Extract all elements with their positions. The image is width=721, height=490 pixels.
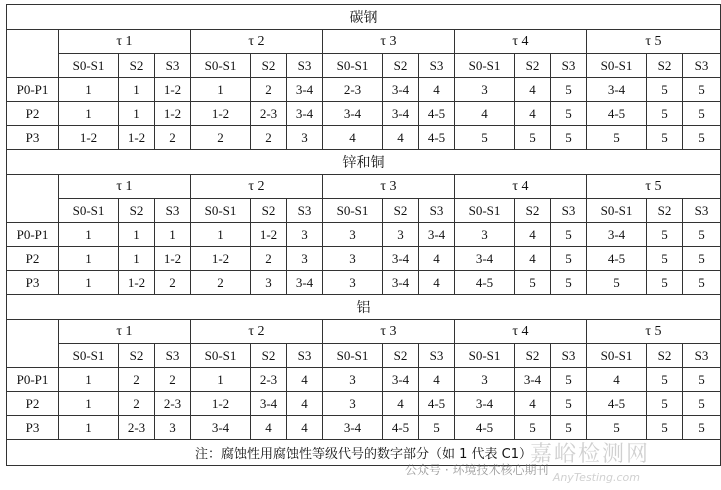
tau-header: τ 4 [455,320,587,344]
table-cell: 4 [419,78,455,102]
table-cell: 1 [59,271,119,295]
table-cell: 5 [551,247,587,271]
pollution-class-header: S3 [683,344,721,368]
tau-header: τ 5 [587,320,721,344]
table-cell: 1-2 [191,247,251,271]
tau-header: τ 2 [191,320,323,344]
pollution-header-row [7,344,721,368]
table-cell: 1 [119,78,155,102]
table-cell: 2 [251,78,287,102]
table-cell: 5 [587,271,647,295]
tau-header: τ 3 [323,30,455,54]
pollution-class-header: S3 [551,199,587,223]
table-cell: 2-3 [155,392,191,416]
pollution-class-header: S3 [551,54,587,78]
pollution-class-header: S3 [287,199,323,223]
corner-cell [7,30,59,78]
row-label: P3 [7,126,59,150]
table-cell: 1-2 [251,223,287,247]
table-cell: 2 [191,271,251,295]
table-cell: 4 [515,247,551,271]
table-cell: 3 [383,223,419,247]
table-cell: 2 [251,247,287,271]
tau-header: τ 5 [587,30,721,54]
table-cell: 3 [323,271,383,295]
table-cell: 3-4 [383,271,419,295]
pollution-class-header: S2 [251,199,287,223]
corner-cell [7,320,59,368]
pollution-class-header: S3 [155,54,191,78]
table-cell: 3-4 [383,247,419,271]
table-cell: 3 [323,392,383,416]
corner-cell [7,175,59,223]
table-cell: 2 [119,368,155,392]
pollution-class-header: S2 [647,344,683,368]
table-cell: 3-4 [515,368,551,392]
pollution-class-header: S2 [647,199,683,223]
table-cell: 1 [119,102,155,126]
table-cell: 3 [323,223,383,247]
table-cell: 3-4 [191,416,251,440]
table-cell: 3 [251,271,287,295]
table-cell: 1-2 [191,102,251,126]
tau-header: τ 3 [323,320,455,344]
table-cell: 4-5 [455,271,515,295]
table-cell: 5 [647,102,683,126]
table-cell: 2 [191,126,251,150]
tau-header: τ 5 [587,175,721,199]
pollution-class-header: S2 [515,54,551,78]
table-cell: 5 [515,271,551,295]
pollution-class-header: S2 [119,54,155,78]
table-cell: 2-3 [119,416,155,440]
table-cell: 3 [455,223,515,247]
table-cell: 3-4 [455,247,515,271]
table-cell: 4-5 [587,247,647,271]
pollution-class-header: S2 [383,344,419,368]
row-label: P0-P1 [7,223,59,247]
tau-header: τ 1 [59,320,191,344]
table-cell: 5 [647,78,683,102]
table-row [7,223,721,247]
table-cell: 3 [287,247,323,271]
tau-header: τ 1 [59,175,191,199]
table-cell: 3-4 [587,78,647,102]
pollution-class-header: S2 [251,344,287,368]
section-title-row [7,295,721,320]
pollution-class-header: S2 [515,199,551,223]
pollution-class-header: S0-S1 [455,54,515,78]
table-cell: 5 [455,126,515,150]
pollution-class-header: S3 [419,54,455,78]
table-cell: 1 [59,78,119,102]
table-cell: 5 [551,223,587,247]
pollution-class-header: S3 [287,54,323,78]
pollution-class-header: S0-S1 [587,344,647,368]
note-row [7,440,721,466]
table-cell: 5 [647,271,683,295]
tau-header-row [7,175,721,199]
table-cell: 3 [323,368,383,392]
table-row [7,392,721,416]
table-cell: 1 [155,223,191,247]
table-cell: 1 [59,102,119,126]
table-cell: 4-5 [419,126,455,150]
pollution-class-header: S3 [155,344,191,368]
table-cell: 1 [191,223,251,247]
table-cell: 3 [287,126,323,150]
table-cell: 5 [587,416,647,440]
pollution-class-header: S0-S1 [59,54,119,78]
table-cell: 2-3 [251,368,287,392]
table-row [7,78,721,102]
table-cell: 2 [155,271,191,295]
table-cell: 5 [683,247,721,271]
table-cell: 5 [647,223,683,247]
table-cell: 4 [383,392,419,416]
row-label: P2 [7,247,59,271]
pollution-class-header: S3 [287,344,323,368]
table-cell: 4 [287,392,323,416]
table-cell: 5 [551,102,587,126]
table-cell: 4-5 [455,416,515,440]
table-cell: 3-4 [587,223,647,247]
tau-header: τ 1 [59,30,191,54]
tau-header: τ 2 [191,30,323,54]
table-cell: 4 [419,368,455,392]
pollution-class-header: S0-S1 [191,199,251,223]
pollution-class-header: S0-S1 [59,199,119,223]
pollution-class-header: S3 [683,54,721,78]
table-cell: 4 [515,78,551,102]
table-cell: 1 [59,392,119,416]
table-cell: 4 [419,271,455,295]
table-cell: 1 [119,247,155,271]
pollution-class-header: S0-S1 [323,54,383,78]
table-cell: 4 [515,102,551,126]
table-cell: 5 [647,392,683,416]
row-label: P0-P1 [7,78,59,102]
tau-header-row [7,30,721,54]
table-cell: 5 [683,392,721,416]
row-label: P0-P1 [7,368,59,392]
section-title: 铝 [7,295,721,320]
table-cell: 1-2 [155,247,191,271]
table-cell: 4 [383,126,419,150]
table-cell: 5 [551,392,587,416]
table-cell: 4 [455,102,515,126]
pollution-header-row [7,54,721,78]
table-cell: 5 [647,368,683,392]
pollution-class-header: S2 [647,54,683,78]
table-cell: 3-4 [323,416,383,440]
table-cell: 4 [587,368,647,392]
table-cell: 4-5 [587,102,647,126]
table-cell: 5 [683,416,721,440]
table-cell: 3 [287,223,323,247]
table-cell: 4-5 [419,102,455,126]
table-cell: 3 [155,416,191,440]
section-title-row [7,5,721,30]
table-cell: 5 [551,78,587,102]
table-cell: 1 [191,78,251,102]
corrosivity-table-container [6,4,709,466]
table-row [7,271,721,295]
table-cell: 3-4 [455,392,515,416]
pollution-class-header: S0-S1 [323,344,383,368]
tau-header: τ 4 [455,30,587,54]
table-cell: 2 [155,126,191,150]
table-cell: 1 [59,416,119,440]
pollution-class-header: S0-S1 [587,54,647,78]
pollution-class-header: S3 [419,199,455,223]
table-cell: 4 [323,126,383,150]
table-cell: 2 [251,126,287,150]
table-cell: 5 [551,368,587,392]
table-cell: 1-2 [155,78,191,102]
pollution-class-header: S0-S1 [59,344,119,368]
wechat-watermark: 公众号 · 环境技术核心期刊 [405,463,549,477]
table-cell: 3-4 [287,271,323,295]
table-cell: 4 [419,247,455,271]
row-label: P3 [7,271,59,295]
pollution-class-header: S3 [155,199,191,223]
table-cell: 1 [119,223,155,247]
table-cell: 1-2 [119,126,155,150]
pollution-class-header: S2 [251,54,287,78]
tau-header: τ 4 [455,175,587,199]
row-label: P2 [7,102,59,126]
pollution-class-header: S2 [515,344,551,368]
table-row [7,416,721,440]
table-cell: 4-5 [587,392,647,416]
table-cell: 4-5 [419,392,455,416]
section-title-row [7,150,721,175]
tau-header: τ 2 [191,175,323,199]
table-cell: 5 [683,223,721,247]
site-url-watermark: AnyTesting.com [552,471,640,484]
table-cell: 3-4 [287,78,323,102]
table-cell: 5 [683,126,721,150]
table-cell: 5 [683,368,721,392]
table-cell: 1-2 [155,102,191,126]
table-cell: 5 [683,102,721,126]
table-cell: 3-4 [419,223,455,247]
table-body [7,5,721,466]
table-note: 注：腐蚀性用腐蚀性等级代号的数字部分（如 1 代表 C1） [7,440,721,466]
tau-header-row [7,320,721,344]
pollution-class-header: S2 [119,344,155,368]
pollution-class-header: S0-S1 [455,344,515,368]
row-label: P3 [7,416,59,440]
table-cell: 5 [515,416,551,440]
pollution-class-header: S0-S1 [191,54,251,78]
pollution-class-header: S0-S1 [191,344,251,368]
pollution-class-header: S0-S1 [455,199,515,223]
table-row [7,368,721,392]
table-cell: 4 [251,416,287,440]
tau-header: τ 3 [323,175,455,199]
pollution-class-header: S2 [119,199,155,223]
corrosivity-table [6,4,721,466]
section-title: 碳钢 [7,5,721,30]
table-cell: 3-4 [383,102,419,126]
site-watermark: 嘉峪检测网 [529,442,650,467]
table-cell: 5 [647,416,683,440]
table-cell: 5 [647,126,683,150]
table-cell: 5 [647,247,683,271]
table-cell: 5 [683,78,721,102]
pollution-class-header: S0-S1 [323,199,383,223]
pollution-class-header: S3 [683,199,721,223]
table-row [7,247,721,271]
table-cell: 1 [59,247,119,271]
row-label: P2 [7,392,59,416]
table-cell: 3-4 [383,368,419,392]
table-cell: 5 [587,126,647,150]
table-cell: 1-2 [191,392,251,416]
table-cell: 5 [551,271,587,295]
table-cell: 3-4 [383,78,419,102]
table-cell: 1-2 [119,271,155,295]
table-cell: 5 [419,416,455,440]
table-cell: 1 [191,368,251,392]
table-cell: 4-5 [383,416,419,440]
pollution-header-row [7,199,721,223]
table-cell: 3 [323,247,383,271]
pollution-class-header: S3 [419,344,455,368]
pollution-class-header: S0-S1 [587,199,647,223]
table-cell: 3 [455,78,515,102]
section-title: 锌和铜 [7,150,721,175]
table-cell: 5 [683,271,721,295]
table-cell: 2 [155,368,191,392]
table-cell: 2 [119,392,155,416]
table-cell: 3 [455,368,515,392]
pollution-class-header: S3 [551,344,587,368]
table-cell: 2-3 [323,78,383,102]
table-cell: 1 [59,368,119,392]
table-cell: 4 [515,392,551,416]
table-cell: 3-4 [323,102,383,126]
table-cell: 3-4 [287,102,323,126]
table-cell: 5 [515,126,551,150]
table-cell: 3-4 [251,392,287,416]
table-cell: 4 [287,368,323,392]
table-cell: 4 [515,223,551,247]
table-cell: 1-2 [59,126,119,150]
table-cell: 5 [551,416,587,440]
table-cell: 4 [287,416,323,440]
table-cell: 2-3 [251,102,287,126]
pollution-class-header: S2 [383,199,419,223]
table-cell: 5 [551,126,587,150]
table-row [7,102,721,126]
pollution-class-header: S2 [383,54,419,78]
table-row [7,126,721,150]
table-cell: 1 [59,223,119,247]
